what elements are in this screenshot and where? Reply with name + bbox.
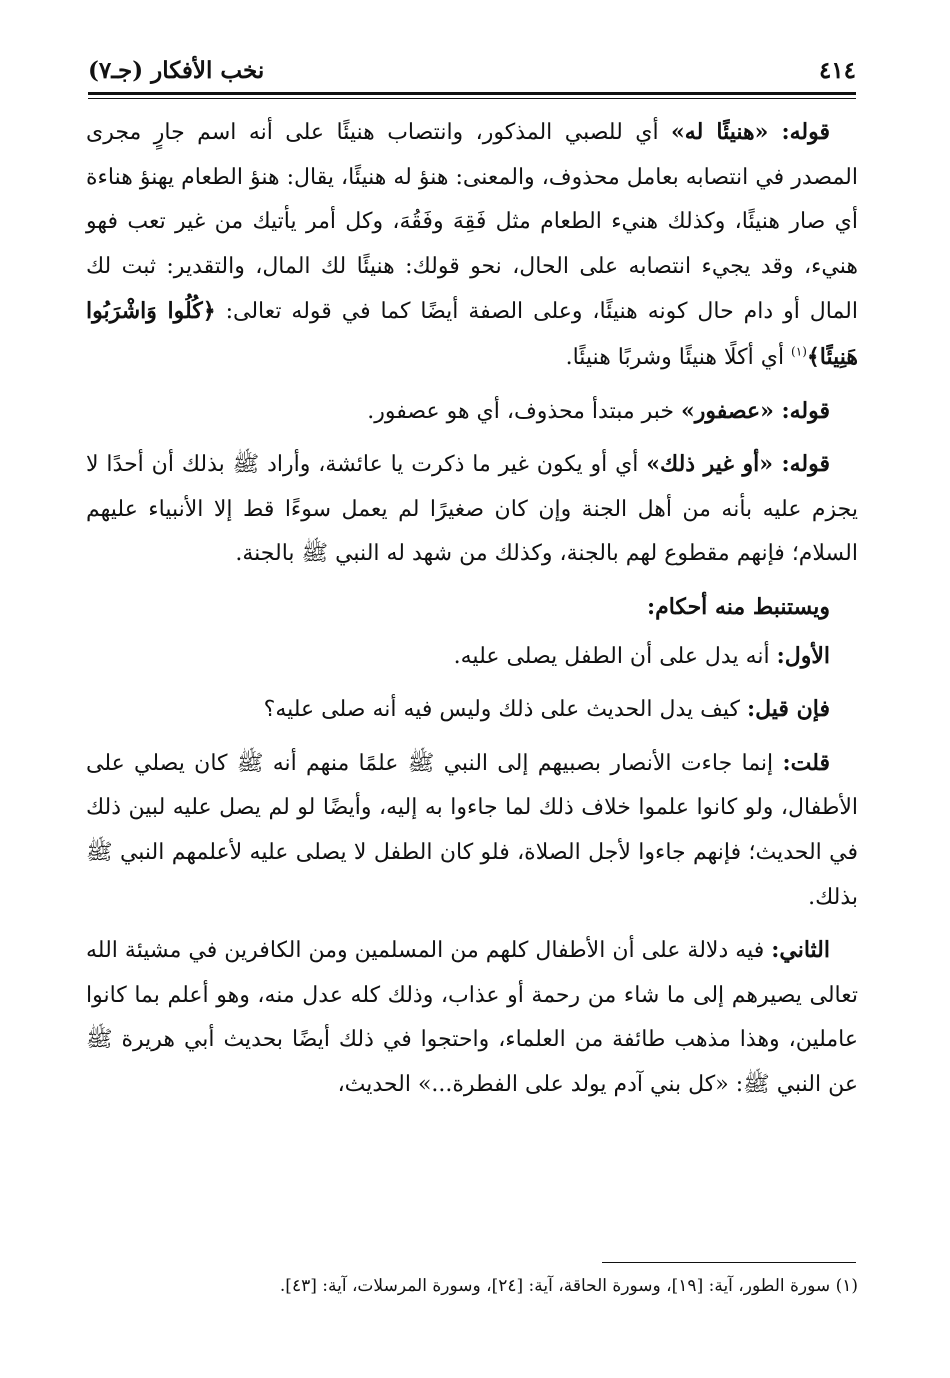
paragraph-text: أي أو يكون غير ما ذكرت يا عائشة، وأراد ﷺ بذلك أن أحدًا لا يجزم عليه بأنه من أهل الجنة وإن كان صغيرًا لم يعمل سوءًا قط إلا الأنبياء عليهم السلام؛ فإنهم مقطوع لهم بالجنة، وكذلك من شهد له النبي ﷺ بالجنة. bbox=[86, 452, 858, 567]
paragraph-haniyan bbox=[86, 110, 858, 381]
paragraph-lead: الأول: bbox=[776, 642, 830, 669]
paragraph-lead: الثاني: bbox=[771, 937, 830, 964]
footnote-marker[interactable]: (١) bbox=[791, 344, 807, 359]
paragraph-first bbox=[86, 634, 858, 680]
page-header bbox=[88, 52, 856, 88]
paragraph-text: خبر مبتدأ محذوف، أي هو عصفور. bbox=[367, 398, 682, 424]
paragraph-lead: قلت: bbox=[782, 749, 830, 776]
paragraph-lead: قوله: «هنيئًا له» bbox=[671, 119, 830, 145]
paragraph-usfur bbox=[86, 389, 858, 435]
paragraph-lead: قوله: «عصفور» bbox=[681, 397, 830, 424]
paragraph-text: أنه يدل على أن الطفل يصلى عليه. bbox=[453, 643, 777, 669]
paragraph-text: أي للصبي المذكور، وانتصاب هنيئًا على أنه اسم جارٍ مجرى المصدر في انتصابه بعامل محذوف، والمعنى: هنؤ له هنيئًا، يقال: هنؤ الطعام يهنؤ هناءة أي صار هنيئًا، وكذلك هنيء الطعام مثل فَقِهَ وفَقُهَ، وكل أمر يأتيك من غير تعب فهو هنيء، وقد يجيء انتصابه على الحال، نحو قولك: هنيئًا لك المال، والتقدير: ثبت لك المال أو دام حال كونه هنيئًا، وعلى الصفة أيضًا كما في قوله تعالى: bbox=[86, 120, 858, 325]
header-rule-thin bbox=[88, 98, 856, 99]
paragraph-tail: أي أكلًا هنيئًا وشربًا هنيئًا. bbox=[565, 344, 792, 370]
paragraph-reply bbox=[86, 741, 858, 920]
paragraph-lead: فإن قيل: bbox=[747, 696, 830, 723]
paragraph-lead: قوله: «أو غير ذلك» bbox=[646, 451, 830, 478]
page-number: ٤١٤ bbox=[818, 56, 856, 84]
quran-verse: ﴿كُلُوا وَاشْرَبُوا هَنِيئًا﴾ bbox=[86, 298, 858, 370]
book-title: نخب الأفكار (جـ٧) bbox=[88, 56, 265, 84]
paragraph-second bbox=[86, 928, 858, 1107]
footnote: (١) سورة الطور، آية: [١٩]، وسورة الحاقة، آية: [٢٤]، وسورة المرسلات، آية: [٤٣]. bbox=[279, 1276, 858, 1296]
header-rule-thick bbox=[88, 92, 856, 95]
paragraph-text: فيه دلالة على أن الأطفال كلهم من المسلمين ومن الكافرين في مشيئة الله تعالى يصيرهم إلى ما شاء من رحمة أو عذاب، وذلك كله عدل منه، وهو أعلم بما كانوا عاملين، وهذا مذهب طائفة من العلماء، واحتجوا في ذلك أيضًا بحديث أبي هريرة ﷺ عن النبي ﷺ: «كل بني آدم يولد على الفطرة...» الحديث، bbox=[86, 938, 858, 1097]
paragraph-text: كيف يدل الحديث على ذلك وليس فيه أنه صلى عليه؟ bbox=[263, 697, 748, 723]
main-text bbox=[86, 110, 858, 1115]
paragraph-text: إنما جاءت الأنصار بصبيهم إلى النبي ﷺ علمًا منهم أنه ﷺ كان يصلي على الأطفال، ولو كانوا علموا خلاف ذلك لما جاءوا به إليه، وأيضًا لو لم يصل عليه لبين ذلك في الحديث؛ فإنهم جاءوا لأجل الصلاة، فلو كان الطفل لا يصلى عليه لأعلمهم النبي ﷺ بذلك. bbox=[86, 750, 858, 910]
section-heading: ويستنبط منه أحكام: bbox=[646, 593, 830, 620]
paragraph-aw-ghayr bbox=[86, 442, 858, 577]
footnote-separator bbox=[602, 1262, 856, 1263]
paragraph-objection bbox=[86, 687, 858, 733]
